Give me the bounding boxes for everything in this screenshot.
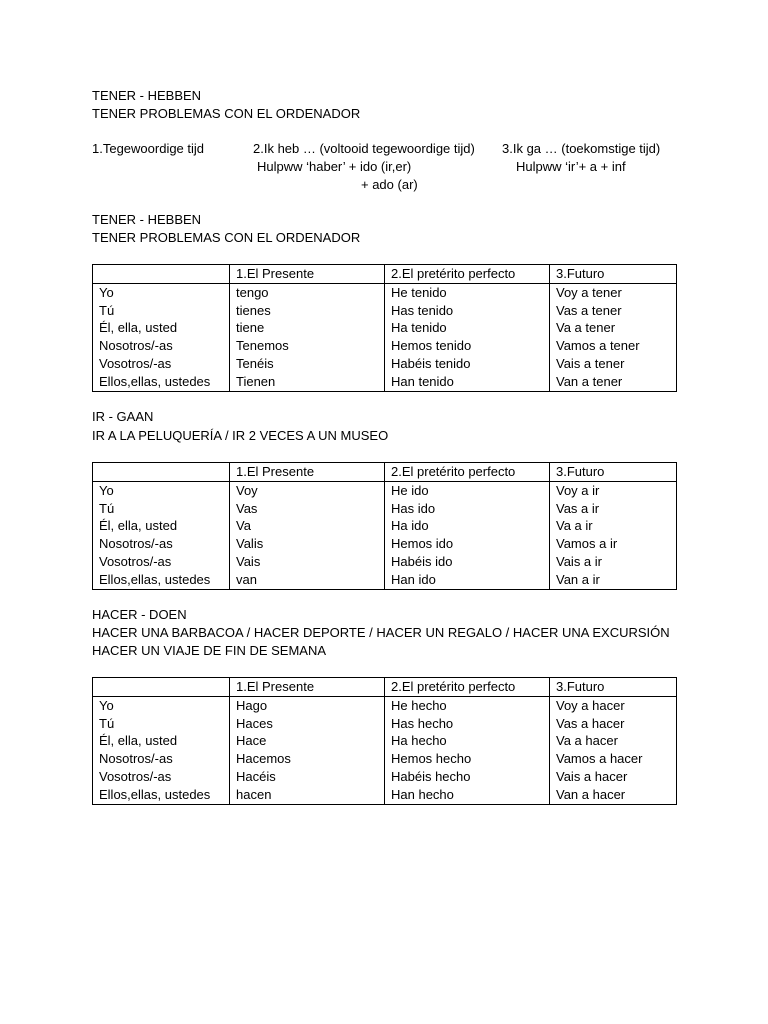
conjugation-cell: Hacemos — [230, 750, 385, 768]
pronoun-cell: Él, ella, usted — [93, 517, 230, 535]
conjugation-cell: Habéis hecho — [385, 768, 550, 786]
conjugation-cell: Vas — [230, 500, 385, 518]
conjugation-cell: hacen — [230, 786, 385, 804]
column-header: 1.El Presente — [230, 463, 385, 482]
pronoun-cell: Él, ella, usted — [93, 732, 230, 750]
conjugation-cell: tiene — [230, 319, 385, 337]
table-row — [93, 283, 677, 301]
conjugation-cell: Has hecho — [385, 715, 550, 733]
pronoun-cell: Tú — [93, 500, 230, 518]
column-header — [93, 265, 230, 284]
section-phrase: IR A LA PELUQUERÍA / IR 2 VECES A UN MUSEO — [92, 428, 389, 443]
conjugation-cell: Voy a tener — [550, 283, 677, 301]
conjugation-cell: He tenido — [385, 283, 550, 301]
column-header: 2.El pretérito perfecto — [385, 265, 550, 284]
conjugation-table-hacer — [92, 677, 677, 805]
conjugation-cell: Hemos hecho — [385, 750, 550, 768]
conjugation-cell: Hago — [230, 696, 385, 714]
conjugation-cell: Vamos a hacer — [550, 750, 677, 768]
section-heading: TENER - HEBBEN — [92, 212, 202, 227]
section-phrase: HACER UNA BARBACOA / HACER DEPORTE / HACER UN REGALO / HACER UNA EXCURSIÓN — [92, 625, 670, 640]
column-header: 3.Futuro — [550, 265, 677, 284]
conjugation-cell: Vas a tener — [550, 302, 677, 320]
pronoun-cell: Ellos,ellas, ustedes — [93, 373, 230, 391]
pronoun-cell: Nosotros/-as — [93, 535, 230, 553]
conjugation-cell: Ha ido — [385, 517, 550, 535]
pronoun-cell: Él, ella, usted — [93, 319, 230, 337]
conjugation-cell: Voy a ir — [550, 481, 677, 499]
column-header: 3.Futuro — [550, 678, 677, 697]
conjugation-cell: Hacéis — [230, 768, 385, 786]
conjugation-cell: Vais a ir — [550, 553, 677, 571]
table-header-row — [93, 678, 677, 697]
conjugation-cell: Tenemos — [230, 337, 385, 355]
column-header: 1.El Presente — [230, 678, 385, 697]
table-row — [93, 517, 677, 535]
conjugation-cell: Va a hacer — [550, 732, 677, 750]
conjugation-cell: Has tenido — [385, 302, 550, 320]
table-row — [93, 355, 677, 373]
pronoun-cell: Ellos,ellas, ustedes — [93, 571, 230, 589]
table-row — [93, 535, 677, 553]
conjugation-cell: Vas a hacer — [550, 715, 677, 733]
conjugation-cell: Va a tener — [550, 319, 677, 337]
section-phrase: TENER PROBLEMAS CON EL ORDENADOR — [92, 230, 361, 245]
table-row — [93, 732, 677, 750]
tense-3-note: Hulpww ‘ir’+ a + inf — [516, 159, 626, 174]
pronoun-cell: Tú — [93, 715, 230, 733]
table-header-row — [93, 265, 677, 284]
table-header-row — [93, 463, 677, 482]
pronoun-cell: Yo — [93, 283, 230, 301]
pronoun-cell: Ellos,ellas, ustedes — [93, 786, 230, 804]
tense-3-label: 3.Ik ga … (toekomstige tijd) — [502, 141, 661, 156]
table-row — [93, 337, 677, 355]
conjugation-cell: Habéis tenido — [385, 355, 550, 373]
conjugation-cell: Va — [230, 517, 385, 535]
conjugation-cell: Habéis ido — [385, 553, 550, 571]
table-row — [93, 571, 677, 589]
conjugation-cell: Vamos a ir — [550, 535, 677, 553]
column-header — [93, 678, 230, 697]
column-header: 2.El pretérito perfecto — [385, 463, 550, 482]
intro-title: TENER - HEBBEN — [92, 88, 202, 103]
column-header — [93, 463, 230, 482]
conjugation-cell: Ha tenido — [385, 319, 550, 337]
table-row — [93, 481, 677, 499]
tense-1-label: 1.Tegewoordige tijd — [92, 141, 205, 156]
conjugation-cell: Va a ir — [550, 517, 677, 535]
conjugation-cell: Hemos tenido — [385, 337, 550, 355]
table-row — [93, 696, 677, 714]
conjugation-cell: Voy — [230, 481, 385, 499]
conjugation-cell: Van a ir — [550, 571, 677, 589]
table-row — [93, 302, 677, 320]
table-row — [93, 500, 677, 518]
conjugation-cell: Han ido — [385, 571, 550, 589]
conjugation-cell: Tienen — [230, 373, 385, 391]
conjugation-cell: Vais a hacer — [550, 768, 677, 786]
column-header: 3.Futuro — [550, 463, 677, 482]
pronoun-cell: Yo — [93, 481, 230, 499]
pronoun-cell: Vosotros/-as — [93, 355, 230, 373]
table-row — [93, 715, 677, 733]
conjugation-cell: Han tenido — [385, 373, 550, 391]
table-row — [93, 553, 677, 571]
conjugation-cell: He ido — [385, 481, 550, 499]
conjugation-cell: He hecho — [385, 696, 550, 714]
conjugation-cell: Vas a ir — [550, 500, 677, 518]
conjugation-cell: van — [230, 571, 385, 589]
pronoun-cell: Vosotros/-as — [93, 553, 230, 571]
pronoun-cell: Nosotros/-as — [93, 337, 230, 355]
tense-2-label: 2.Ik heb … (voltooid tegewoordige tijd) — [253, 141, 475, 156]
pronoun-cell: Vosotros/-as — [93, 768, 230, 786]
conjugation-cell: Has ido — [385, 500, 550, 518]
conjugation-cell: Vais — [230, 553, 385, 571]
conjugation-cell: Han hecho — [385, 786, 550, 804]
conjugation-cell: Vamos a tener — [550, 337, 677, 355]
table-row — [93, 373, 677, 391]
conjugation-cell: Tenéis — [230, 355, 385, 373]
table-row — [93, 750, 677, 768]
section-phrase: HACER UN VIAJE DE FIN DE SEMANA — [92, 643, 327, 658]
conjugation-cell: Voy a hacer — [550, 696, 677, 714]
table-row — [93, 768, 677, 786]
conjugation-cell: Ha hecho — [385, 732, 550, 750]
table-row — [93, 786, 677, 804]
conjugation-cell: Valis — [230, 535, 385, 553]
conjugation-cell: Hace — [230, 732, 385, 750]
conjugation-cell: Hemos ido — [385, 535, 550, 553]
conjugation-cell: tengo — [230, 283, 385, 301]
pronoun-cell: Nosotros/-as — [93, 750, 230, 768]
section-heading: IR - GAAN — [92, 409, 154, 424]
intro-subtitle: TENER PROBLEMAS CON EL ORDENADOR — [92, 106, 361, 121]
column-header: 2.El pretérito perfecto — [385, 678, 550, 697]
column-header: 1.El Presente — [230, 265, 385, 284]
conjugation-cell: Van a hacer — [550, 786, 677, 804]
pronoun-cell: Tú — [93, 302, 230, 320]
pronoun-cell: Yo — [93, 696, 230, 714]
conjugation-cell: Van a tener — [550, 373, 677, 391]
tense-2-note: Hulpww ‘haber’ + ido (ir,er) — [257, 159, 412, 174]
conjugation-table-ir — [92, 462, 677, 590]
conjugation-cell: Haces — [230, 715, 385, 733]
conjugation-table-tener — [92, 264, 677, 392]
conjugation-cell: tienes — [230, 302, 385, 320]
tense-2-note-ar: + ado (ar) — [361, 177, 418, 192]
section-heading: HACER - DOEN — [92, 607, 187, 622]
conjugation-cell: Vais a tener — [550, 355, 677, 373]
table-row — [93, 319, 677, 337]
